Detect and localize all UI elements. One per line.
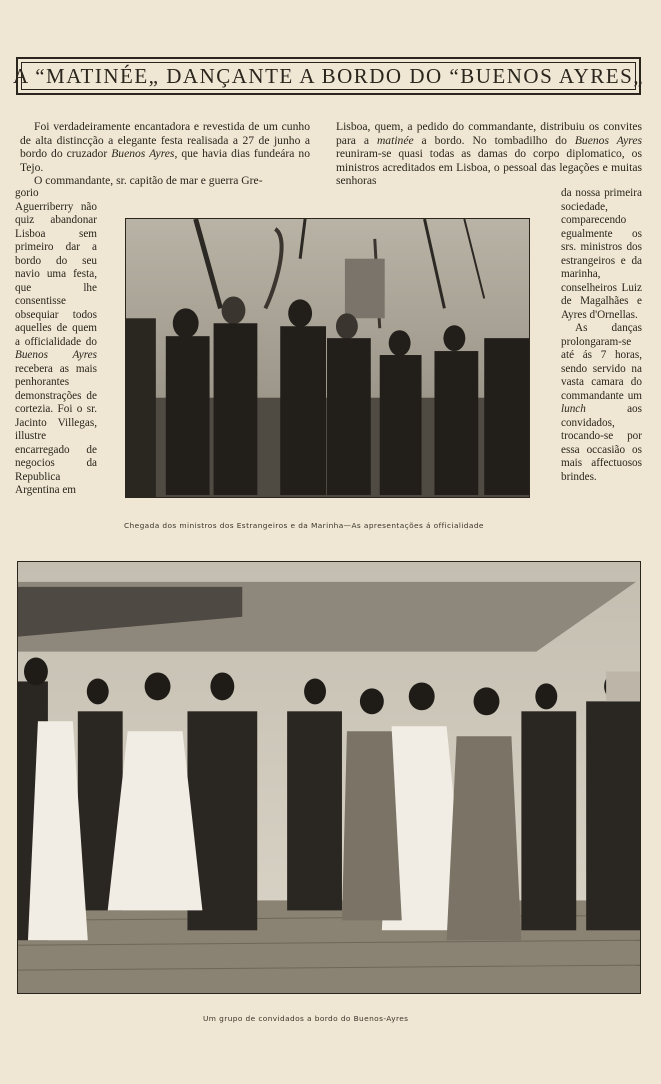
headline-box bbox=[12, 57, 645, 95]
text-run: a bordo. No tombadilho do bbox=[413, 133, 575, 147]
text-run: Lisboa, quem, a pedido do commandante, distribuiu os convites para a bbox=[336, 120, 642, 147]
article-paragraph bbox=[336, 120, 642, 188]
text-run: O commandante, sr. capitão de mar e guerra Gre- bbox=[34, 174, 263, 188]
article-column-right-narrow bbox=[561, 187, 642, 484]
text-run: recebera as mais penhorantes demonstrações de cortezia. Foi o sr. Jacinto Villegas, illustre encarregado de negocios da Republica Argentina em bbox=[15, 362, 97, 496]
photo-group-guests bbox=[17, 561, 641, 994]
article-paragraph bbox=[561, 322, 642, 484]
text-run: gorio Aguerriberry não quiz abandonar Lisboa sem primeiro dar a bordo do seu navio uma festa, que lhe consentisse obsequiar todos aquelles de quem a officialidade do bbox=[15, 187, 97, 348]
photo-ministers-arrival bbox=[125, 218, 530, 498]
text-run: aos convidados, trocando-se por essa occasião os mais affectuosos brindes. bbox=[561, 403, 642, 483]
text-run: reuniram-se quasi todas as damas do corpo diplomatico, os ministros acreditados em Lisboa, o pessoal das legações e muitas senhoras bbox=[336, 147, 642, 188]
article-paragraph bbox=[20, 120, 310, 174]
text-run: da nossa primeira sociedade, comparecendo egualmente os srs. ministros dos estrangeiros e da marinha, conselheiros Luiz de Magalhães e Ayres d'Ornellas. bbox=[561, 187, 642, 321]
page-title: A “MATINÉE„ DANÇANTE A BORDO DO “BUENOS AYRES„ bbox=[12, 63, 645, 88]
photo-caption: Um grupo de convidados a bordo do Buenos-Ayres bbox=[203, 1014, 409, 1023]
photo-caption: Chegada dos ministros dos Estrangeiros e da Marinha—As apresentações á officialidade bbox=[124, 521, 484, 530]
article-column-left-top bbox=[20, 120, 310, 188]
article-column-right-top bbox=[336, 120, 642, 188]
article-column-left-narrow bbox=[15, 187, 97, 498]
article-paragraph bbox=[15, 187, 97, 498]
italic-text: matinée bbox=[376, 133, 414, 147]
article-paragraph bbox=[561, 187, 642, 322]
text-run: As danças prolongaram-se até ás 7 horas, sendo servido na vasta camara do commandante um bbox=[561, 322, 642, 402]
text-run: Foi verdadeiramente encantadora e revestida de um cunho de alta distincção a elegante festa realisada a 27 de junho a bordo do cruzador bbox=[20, 120, 310, 161]
italic-text: Buenos Ayres bbox=[15, 349, 97, 361]
italic-text: Buenos Ayres bbox=[111, 147, 175, 161]
italic-text: Buenos Ayres bbox=[574, 133, 642, 147]
italic-text: lunch bbox=[561, 403, 586, 415]
text-run: , que havia dias fundeára no Tejo. bbox=[20, 147, 310, 174]
article-paragraph bbox=[20, 174, 310, 188]
